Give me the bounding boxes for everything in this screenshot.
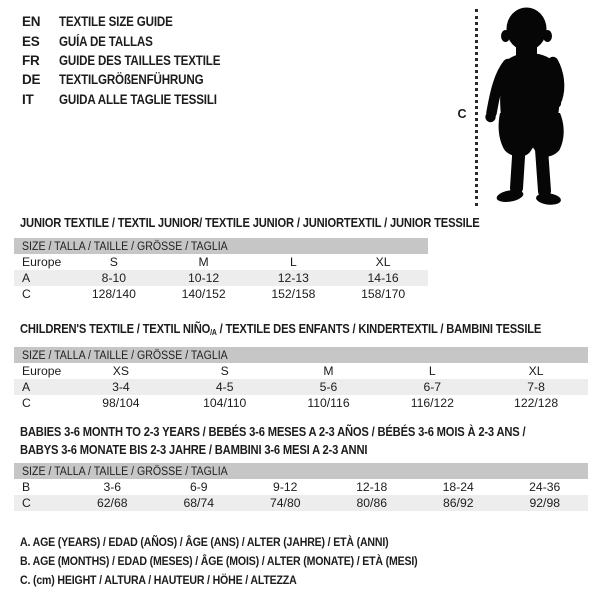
- height-cell: 62/68: [97, 496, 128, 510]
- height-cell: 92/98: [529, 496, 560, 510]
- language-code: DE: [22, 72, 41, 88]
- size-header-label: SIZE / TALLA / TAILLE / GRÖSSE / TAGLIA: [22, 348, 228, 362]
- age-cell: 14-16: [367, 271, 399, 285]
- size-cell: XS: [112, 364, 130, 378]
- height-cell: 98/104: [102, 396, 140, 410]
- row-label: C: [22, 287, 31, 301]
- months-cell: 12-18: [356, 480, 388, 494]
- footnote-legend: [20, 535, 482, 592]
- language-row-de: [22, 70, 247, 89]
- height-cell: 158/170: [361, 287, 406, 301]
- row-label: C: [22, 396, 31, 410]
- size-cell: L: [289, 255, 297, 269]
- size-cell: S: [220, 364, 229, 378]
- height-cell: 110/116: [307, 396, 350, 410]
- children-title-suffix: / TEXTILE DES ENFANTS / KINDERTEXTIL / BAMBINI TESSILE: [216, 321, 542, 336]
- children-title-subscript: /A: [210, 328, 217, 337]
- language-code: EN: [22, 14, 41, 30]
- babies-title-line2-text: BABYS 3-6 MONATE BIS 2-3 JAHRE / BAMBINI 3-6 MESI A 2-3 ANNI: [20, 442, 368, 457]
- table-row-height: [14, 286, 428, 302]
- babies-section-title-line2: [20, 442, 424, 457]
- footnote-c: [20, 573, 482, 592]
- size-cell: S: [109, 255, 118, 269]
- height-cell: 128/140: [91, 287, 136, 301]
- row-label: B: [22, 480, 31, 494]
- row-label: A: [22, 271, 31, 285]
- height-cell: 80/86: [356, 496, 387, 510]
- age-cell: 5-6: [319, 380, 338, 394]
- row-label: Europe: [22, 255, 62, 269]
- row-label: C: [22, 496, 31, 510]
- children-section-title-text: [20, 321, 541, 337]
- junior-size-table: [14, 238, 428, 302]
- language-title: TEXTILGRÖßENFÜHRUNG: [59, 72, 204, 88]
- size-cell: XL: [528, 364, 544, 378]
- children-size-table: [14, 347, 588, 411]
- months-cell: 6-9: [189, 480, 208, 494]
- row-label: Europe: [22, 364, 62, 378]
- table-row-months: [14, 479, 588, 495]
- age-cell: 4-5: [215, 380, 234, 394]
- height-cell: 116/122: [410, 396, 454, 410]
- children-section-title: [20, 321, 600, 337]
- months-cell: 9-12: [273, 480, 298, 494]
- height-cell: 74/80: [270, 496, 301, 510]
- height-cell: 104/110: [203, 396, 247, 410]
- footnote-c-text: C. (cm) HEIGHT / ALTURA / HAUTEUR / HÖHE / ALTEZZA: [20, 573, 297, 587]
- height-cell: 122/128: [514, 396, 559, 410]
- footnote-a: [20, 535, 482, 554]
- junior-section-title: [20, 215, 554, 230]
- height-marker-label: C: [457, 107, 467, 121]
- language-list: [22, 12, 247, 109]
- language-title: TEXTILE SIZE GUIDE: [59, 14, 173, 30]
- age-cell: 12-13: [277, 271, 309, 285]
- size-cell: M: [198, 255, 209, 269]
- size-header-bar: [14, 347, 588, 363]
- table-row-age: [14, 270, 428, 286]
- size-cell: M: [323, 364, 334, 378]
- height-dotted-line: [475, 9, 478, 206]
- age-cell: 8-10: [101, 271, 127, 285]
- height-cell: 152/158: [271, 287, 316, 301]
- table-row-age: [14, 379, 588, 395]
- age-cell: 10-12: [188, 271, 220, 285]
- table-row-europe: [14, 254, 428, 270]
- size-header-label: SIZE / TALLA / TAILLE / GRÖSSE / TAGLIA: [22, 239, 228, 253]
- row-label: A: [22, 380, 31, 394]
- language-title: GUIDE DES TAILLES TEXTILE: [59, 52, 221, 68]
- language-title: GUÍA DE TALLAS: [59, 33, 153, 49]
- footnote-b-text: B. AGE (MONTHS) / EDAD (MESES) / ÂGE (MOIS) / ALTER (MONATE) / ETÀ (MESI): [20, 554, 418, 568]
- toddler-silhouette-image: [483, 5, 583, 209]
- babies-section-title-line1: [20, 424, 600, 439]
- age-cell: 7-8: [527, 380, 545, 394]
- size-cell: L: [428, 364, 436, 378]
- height-cell: 68/74: [183, 496, 214, 510]
- table-row-height: [14, 395, 588, 411]
- junior-section-title-text: JUNIOR TEXTILE / TEXTIL JUNIOR/ TEXTILE JUNIOR / JUNIORTEXTIL / JUNIOR TESSILE: [20, 215, 480, 230]
- size-header-bar: [14, 238, 428, 254]
- table-row-europe: [14, 363, 588, 379]
- table-row-height: [14, 495, 588, 511]
- months-cell: 3-6: [103, 480, 122, 494]
- size-header-bar: [14, 463, 588, 479]
- height-cell: 140/152: [181, 287, 226, 301]
- babies-size-table: [14, 463, 588, 511]
- age-cell: 3-4: [112, 380, 130, 394]
- footnote-b: [20, 554, 482, 573]
- footnote-a-text: A. AGE (YEARS) / EDAD (AÑOS) / ÂGE (ANS) / ALTER (JAHRE) / ETÀ (ANNI): [20, 535, 389, 549]
- size-header-label: SIZE / TALLA / TAILLE / GRÖSSE / TAGLIA: [22, 464, 228, 478]
- language-row-es: [22, 31, 247, 50]
- language-row-en: [22, 12, 247, 31]
- language-title: GUIDA ALLE TAGLIE TESSILI: [59, 91, 217, 107]
- language-code: IT: [22, 91, 34, 107]
- months-cell: 24-36: [529, 480, 561, 494]
- height-cell: 86/92: [443, 496, 474, 510]
- language-code: FR: [22, 52, 40, 68]
- language-code: ES: [22, 33, 40, 49]
- months-cell: 18-24: [442, 480, 474, 494]
- language-row-it: [22, 90, 247, 109]
- age-cell: 6-7: [423, 380, 442, 394]
- size-cell: XL: [375, 255, 391, 269]
- language-row-fr: [22, 51, 247, 70]
- babies-title-line1-text: BABIES 3-6 MONTH TO 2-3 YEARS / BEBÉS 3-6 MESES A 2-3 AÑOS / BÉBÉS 3-6 MOIS À 2-3 ANS /: [20, 424, 526, 439]
- children-title-prefix: CHILDREN'S TEXTILE / TEXTIL NIÑO: [20, 321, 211, 336]
